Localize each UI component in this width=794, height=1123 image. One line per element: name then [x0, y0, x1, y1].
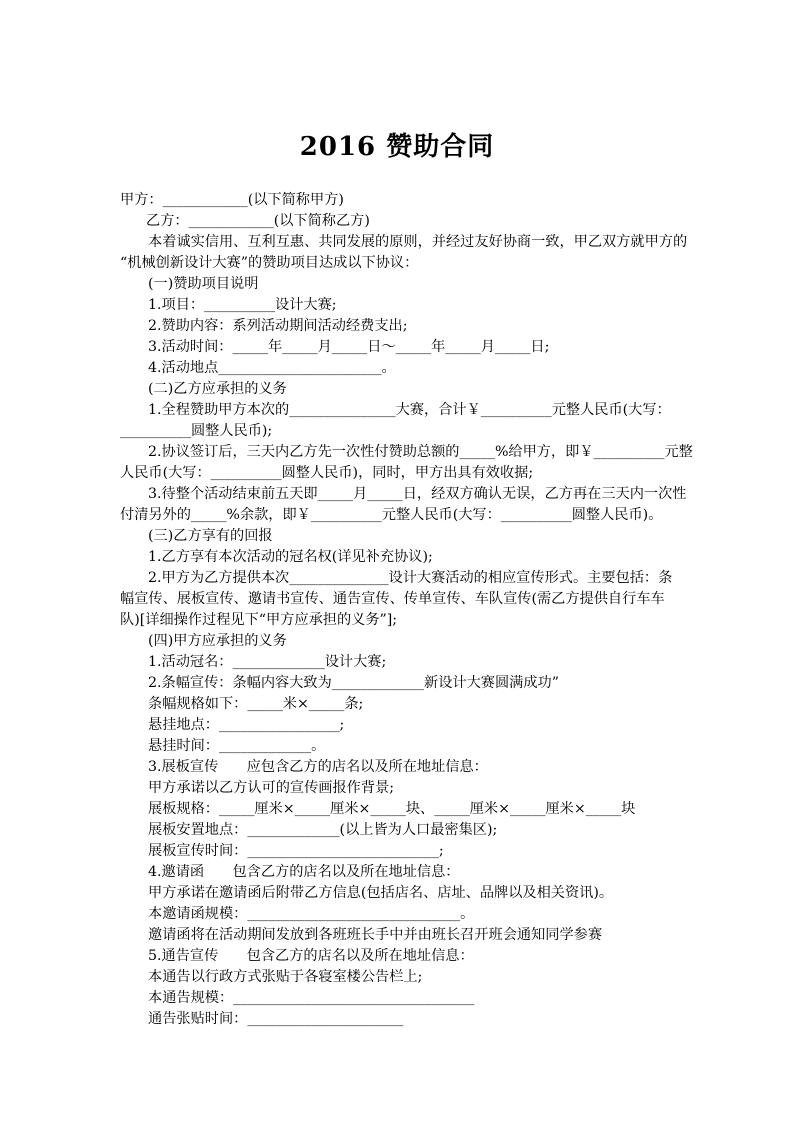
doc-line: 甲方承诺在邀请函后附带乙方信息(包括店名、店址、品牌以及相关资讯)。 — [148, 885, 614, 901]
doc-line: 展板安置地点：_____________(以上皆为人口最密集区); — [148, 822, 498, 838]
doc-line: “机械创新设计大赛”的赞助项目达成以下协议： — [120, 255, 419, 271]
doc-line: 邀请函将在活动期间发放到各班班长手中并由班长召开班会通知同学参赛 — [148, 927, 603, 943]
doc-line: 2.甲方为乙方提供本次______________设计大赛活动的相应宣传形式。主要包括：条 — [148, 570, 673, 586]
doc-line: 5.通告宣传 包含乙方的店名以及所在地址信息： — [148, 948, 474, 964]
doc-line: 3.待整个活动结束前五天即_____月_____日，经双方确认无误，乙方再在三天内一次性 — [148, 486, 687, 502]
doc-line: 3.活动时间：_____年_____月_____日～_____年_____月_____日; — [148, 339, 550, 355]
doc-line: 本通告以行政方式张贴于各寝室楼公告栏上; — [148, 969, 423, 985]
doc-line: 悬挂时间：_____________。 — [148, 738, 326, 754]
doc-line: 2.协议签订后，三天内乙方先一次性付赞助总额的_____%给甲方，即￥__________元整 — [148, 444, 693, 460]
doc-line: 本邀请函规模：______________________________。 — [148, 906, 475, 922]
doc-line: 幅宣传、展板宣传、邀请书宣传、通告宣传、传单宣传、车队宣传(需乙方提供自行车车 — [120, 591, 665, 607]
doc-line: 2.赞助内容：系列活动期间活动经费支出; — [148, 318, 408, 334]
doc-line: 2.条幅宣传：条幅内容大致为_____________新设计大赛圆满成功” — [148, 675, 559, 691]
doc-line: __________圆整人民币); — [120, 423, 273, 439]
section-heading: (一)赞助项目说明 — [148, 276, 259, 292]
doc-line: 展板宣传时间：___________________________; — [148, 843, 444, 859]
section-heading: (三)乙方享有的回报 — [148, 528, 273, 544]
doc-line: 甲方承诺以乙方认可的宣传画报作背景; — [148, 780, 394, 796]
doc-line: 乙方：____________(以下简称乙方) — [146, 213, 370, 229]
doc-line: 1.乙方享有本次活动的冠名权(详见补充协议); — [148, 549, 433, 565]
doc-line: 3.展板宣传 应包含乙方的店名以及所在地址信息： — [148, 759, 488, 775]
doc-line: 1.活动冠名：_____________设计大赛; — [148, 654, 387, 670]
contract-body — [120, 190, 693, 1030]
doc-line: 1.全程赞助甲方本次的_______________大赛，合计￥__________元整人民币(大写： — [148, 402, 671, 418]
doc-line: 本着诚实信用、互利互惠、共同发展的原则，并经过友好协商一致，甲乙双方就甲方的 — [148, 234, 688, 250]
doc-line: 通告张贴时间：______________________ — [148, 1011, 404, 1027]
doc-line: 4.邀请函 包含乙方的店名以及所在地址信息： — [148, 864, 460, 880]
doc-line: 人民币(大写：__________圆整人民币)，同时，甲方出具有效收据; — [120, 465, 534, 481]
doc-line: 展板规格：_____厘米×_____厘米×_____块、_____厘米×_____厘米×_____块 — [148, 801, 636, 817]
doc-line: 队)[详细操作过程见下“甲方应承担的义务”]; — [120, 612, 398, 628]
doc-line: 1.项目：__________设计大赛; — [148, 297, 337, 313]
section-heading: (二)乙方应承担的义务 — [148, 381, 287, 397]
doc-line: 甲方：____________(以下简称甲方) — [120, 192, 344, 208]
doc-line: 悬挂地点：_________________; — [148, 717, 345, 733]
doc-line: 付清另外的_____%余款，即￥__________元整人民币(大写：__________圆整人民币)。 — [120, 507, 663, 523]
doc-line: 4.活动地点_______________________。 — [148, 360, 396, 376]
section-heading: (四)甲方应承担的义务 — [148, 633, 287, 649]
doc-line: 条幅规格如下：_____米×_____条; — [148, 696, 364, 712]
document-title: 2016 赞助合同 — [299, 132, 495, 162]
doc-line: 本通告规模：__________________________________ — [148, 990, 475, 1006]
